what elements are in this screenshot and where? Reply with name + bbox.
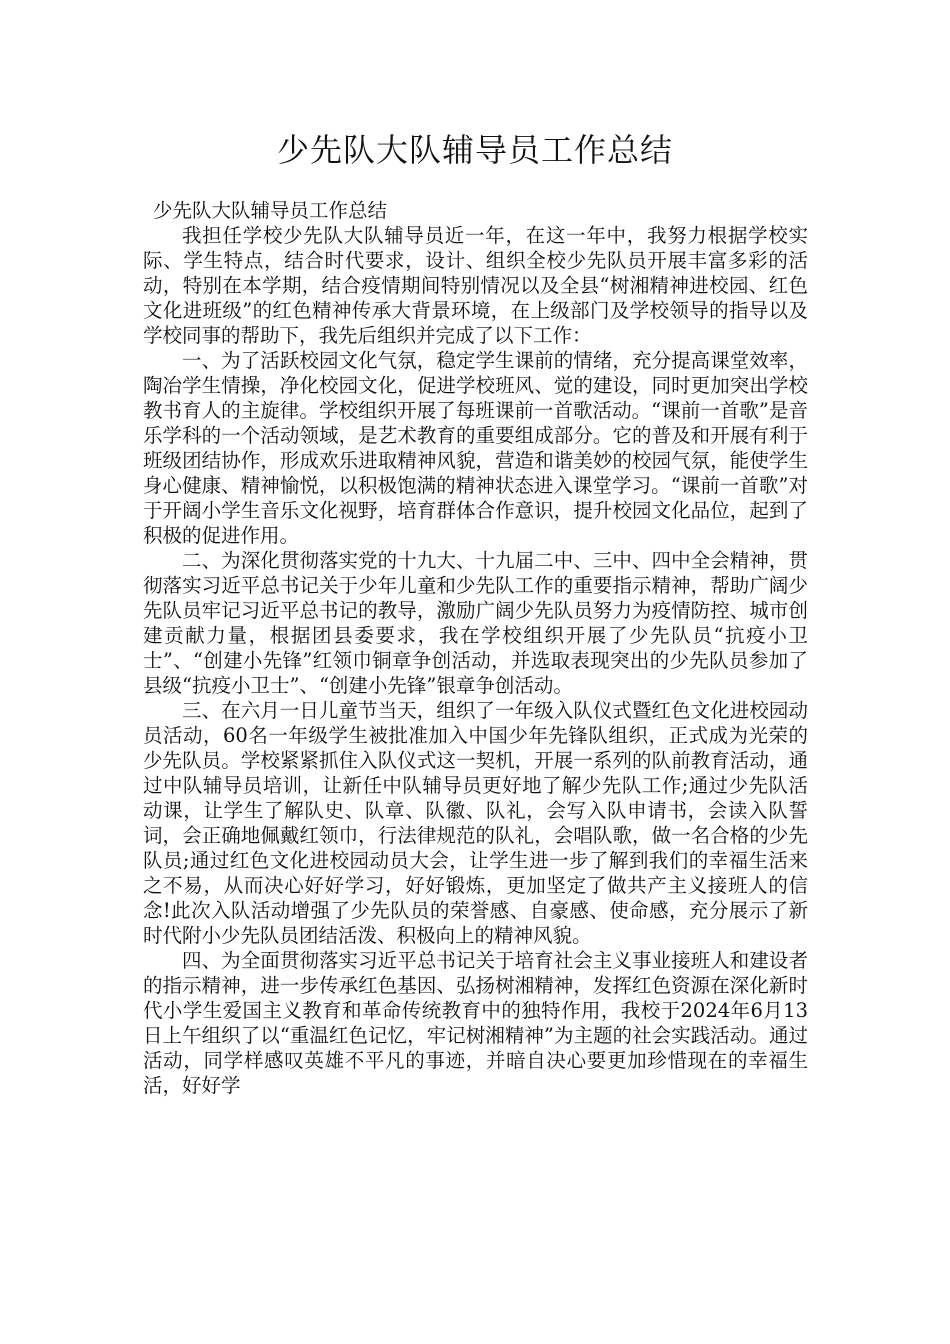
paragraph-section-4: 四、为全面贯彻落实习近平总书记关于培育社会主义事业接班人和建设者的指示精神，进一步传承红色基因、弘扬树湘精神，发挥红色资源在深化新时代小学生爱国主义教育和革命传统教育中的独特作用，我校于2024年6月13日上午组织了以“重温红色记忆，牢记树湘精神”为主题的社会实践活动。通过活动，同学样感叹英雄不平凡的事迹，并暗自决心要更加珍惜现在的幸福生活，好好学 (143, 949, 808, 1097)
document-title: 少先队大队辅导员工作总结 (276, 131, 673, 169)
document-body (143, 198, 808, 1098)
document-subtitle: 少先队大队辅导员工作总结 (153, 199, 388, 222)
paragraph-section-2: 二、为深化贯彻落实党的十九大、十九届二中、三中、四中全会精神，贯彻落实习近平总书记关于少年儿童和少先队工作的重要指示精神，帮助广阔少先队员牢记习近平总书记的教导，激励广阔少先队员努力为疫情防控、城市创建贡献力量，根据团县委要求，我在学校组织开展了少先队员“抗疫小卫士”、“创建小先锋”红领巾铜章争创活动，并选取表现突出的少先队员参加了县级“抗疫小卫士”、“创建小先锋”银章争创活动。 (143, 549, 808, 697)
paragraph-section-1: 一、为了活跃校园文化气氛，稳定学生课前的情绪，充分提高课堂效率，陶冶学生情操，净化校园文化，促进学校班风、觉的建设，同时更加突出学校教书育人的主旋律。学校组织开展了每班课前一首歌活动。“课前一首歌”是音乐学科的一个活动领域，是艺术教育的重要组成部分。它的普及和开展有利于班级团结协作，形成欢乐进取精神风貌，营造和谐美妙的校园气氛，能使学生身心健康、精神愉悦，以积极饱满的精神状态进入课堂学习。“课前一首歌”对于开阔小学生音乐文化视野，培育群体合作意识，提升校园文化品位，起到了积极的促进作用。 (143, 349, 808, 547)
paragraph-section-3: 三、在六月一日儿童节当天，组织了一年级入队仪式暨红色文化进校园动员活动，60名一年级学生被批准加入中国少年先锋队组织，正式成为光荣的少先队员。学校紧紧抓住入队仪式这一契机，开展一系列的队前教育活动，通过中队辅导员培训，让新任中队辅导员更好地了解少先队工作;通过少先队活动课，让学生了解队史、队章、队徽、队礼，会写入队申请书，会读入队誓词，会正确地佩戴红领巾，行法律规范的队礼，会唱队歌，做一名合格的少先队员;通过红色文化进校园动员大会，让学生进一步了解到我们的幸福生活来之不易，从而决心好好学习，好好锻炼，更加坚定了做共产主义接班人的信念!此次入队活动增强了少先队员的荣誉感、自豪感、使命感，充分展示了新时代附小少先队员团结活泼、积极向上的精神风貌。 (143, 699, 808, 947)
paragraph-intro: 我担任学校少先队大队辅导员近一年，在这一年中，我努力根据学校实际、学生特点，结合时代要求，设计、组织全校少先队员开展丰富多彩的活动，特别在本学期，结合疫情期间特别情况以及全县“树湘精神进校园、红色文化进班级”的红色精神传承大背景环境，在上级部门及学校领导的指导以及学校同事的帮助下，我先后组织并完成了以下工作： (143, 224, 808, 347)
